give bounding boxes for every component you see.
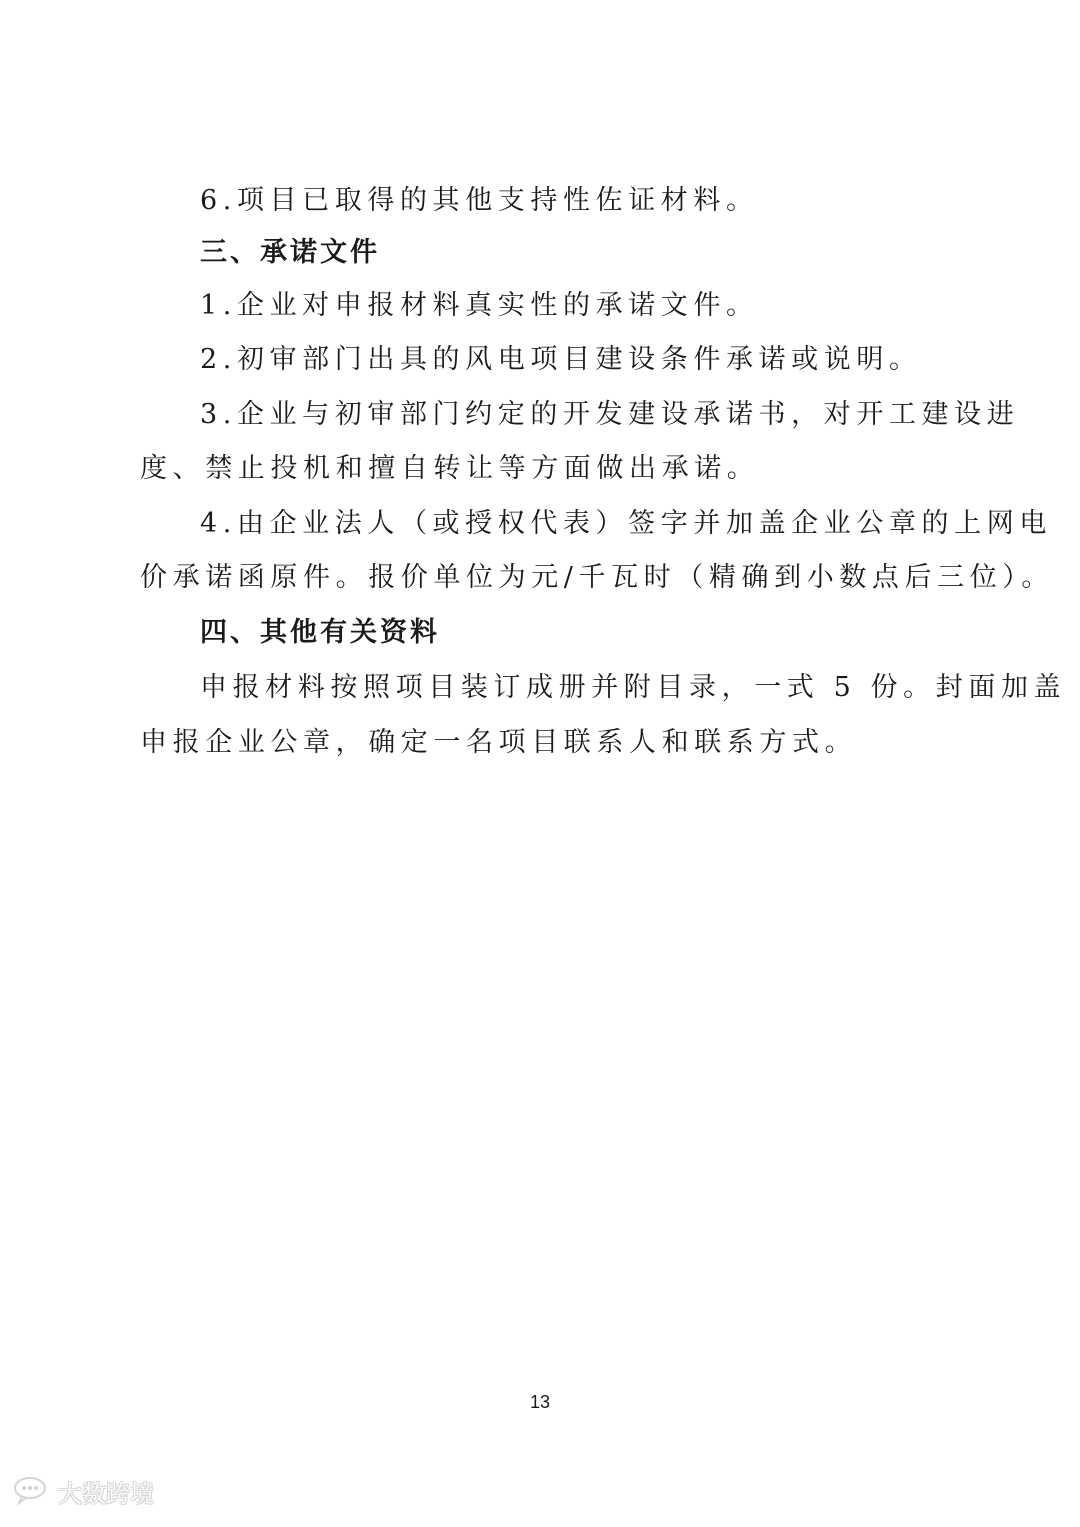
paragraph-line: 申报材料按照项目装订成册并附目录，一式 5 份。封面加盖 — [200, 672, 1067, 703]
list-item-continuation: 度、禁止投机和擅自转让等方面做出承诺。 — [140, 453, 760, 484]
section-heading: 三、承诺文件 — [200, 237, 380, 268]
list-item: 6.项目已取得的其他支持性佐证材料。 — [200, 185, 759, 216]
list-item: 4.由企业法人（或授权代表）签字并加盖企业公章的上网电 — [200, 508, 1052, 539]
watermark — [12, 1474, 154, 1509]
page-number: 13 — [529, 1392, 551, 1412]
list-item-continuation: 价承诺函原件。报价单位为元/千瓦时（精确到小数点后三位）。 — [140, 562, 1054, 593]
section-heading: 四、其他有关资料 — [200, 617, 440, 648]
list-item: 3.企业与初审部门约定的开发建设承诺书，对开工建设进 — [200, 399, 1020, 430]
paragraph-line: 申报企业公章，确定一名项目联系人和联系方式。 — [140, 727, 858, 758]
list-item: 2.初审部门出具的风电项目建设条件承诺或说明。 — [200, 344, 922, 375]
watermark-text: 大数跨境 — [58, 1480, 154, 1508]
chat-bubble-logo-icon — [12, 1475, 52, 1509]
list-item: 1.企业对申报材料真实性的承诺文件。 — [200, 290, 759, 321]
